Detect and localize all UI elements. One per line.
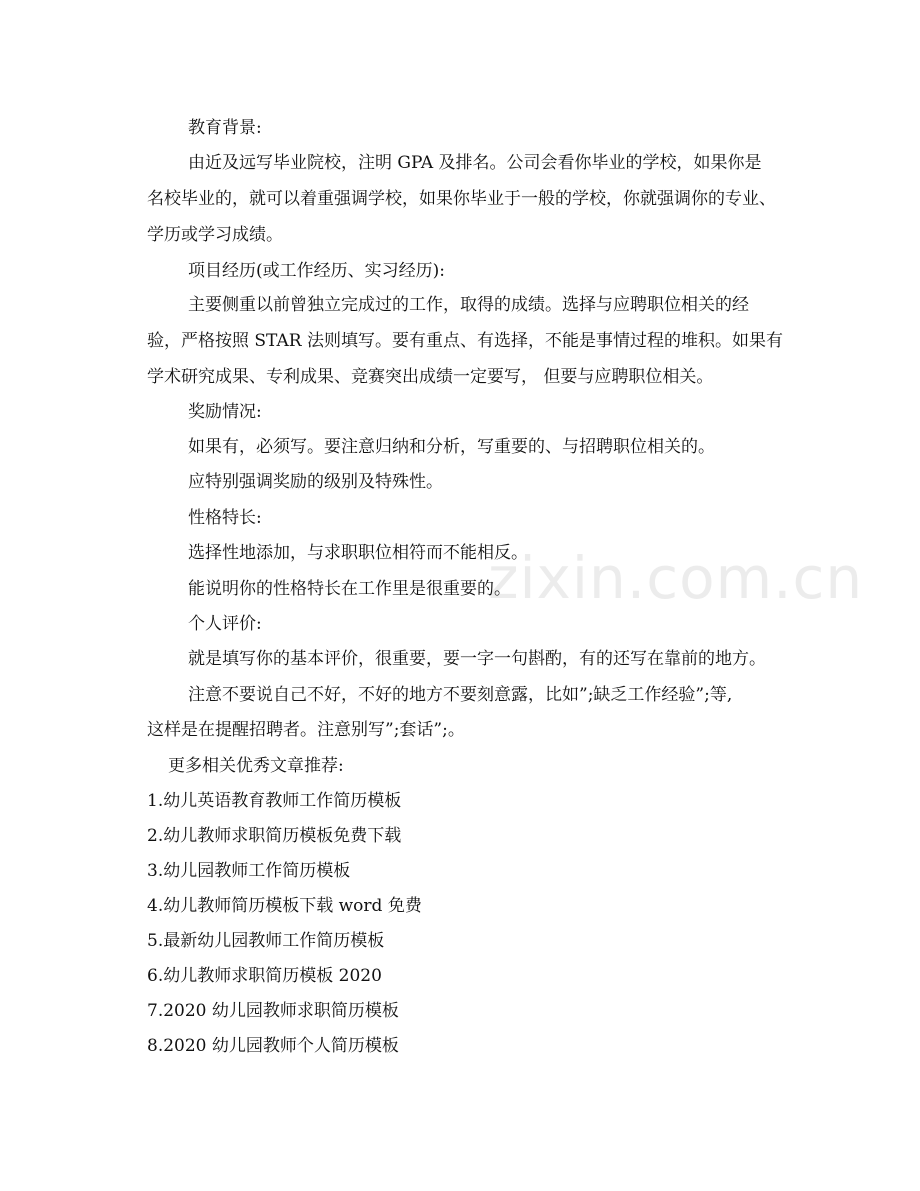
awards-paragraph-line: 如果有，必须写。要注意归纳和分析，写重要的、与招聘职位相关的。 (188, 437, 715, 457)
awards-heading: 奖励情况: (188, 402, 262, 422)
evaluation-paragraph-line: 就是填写你的基本评价，很重要，要一字一句斟酌，有的还写在靠前的地方。 (188, 649, 766, 669)
project-heading: 项目经历(或工作经历、实习经历): (188, 261, 445, 281)
related-article-link[interactable]: 7.2020 幼儿园教师求职简历模板 (147, 1001, 399, 1021)
related-article-link[interactable]: 6.幼儿教师求职简历模板 2020 (147, 966, 382, 986)
evaluation-heading: 个人评价: (188, 614, 262, 634)
personality-paragraph-line: 能说明你的性格特长在工作里是很重要的。 (188, 579, 511, 599)
education-paragraph-line: 由近及远写毕业院校，注明 GPA 及排名。公司会看你毕业的学校，如果你是 (188, 153, 762, 173)
education-heading: 教育背景: (188, 118, 262, 138)
watermark: zixin.com.cn (488, 544, 864, 612)
related-article-link[interactable]: 1.幼儿英语教育教师工作简历模板 (147, 791, 402, 811)
evaluation-paragraph-line: 这样是在提醒招聘者。注意别写”;套话”;。 (147, 720, 465, 740)
related-article-link[interactable]: 2.幼儿教师求职简历模板免费下载 (147, 826, 402, 846)
awards-paragraph-line: 应特别强调奖励的级别及特殊性。 (188, 472, 443, 492)
related-article-link[interactable]: 8.2020 幼儿园教师个人简历模板 (147, 1036, 399, 1056)
related-article-link[interactable]: 3.幼儿园教师工作简历模板 (147, 861, 351, 881)
personality-heading: 性格特长: (188, 508, 262, 528)
evaluation-paragraph-line: 注意不要说自己不好，不好的地方不要刻意露，比如”;缺乏工作经验”;等, (188, 685, 733, 705)
related-articles-heading: 更多相关优秀文章推荐: (168, 756, 344, 776)
education-paragraph-line: 名校毕业的，就可以着重强调学校，如果你毕业于一般的学校，你就强调你的专业、 (147, 189, 776, 209)
personality-paragraph-line: 选择性地添加，与求职职位相符而不能相反。 (188, 543, 528, 563)
education-paragraph-line: 学历或学习成绩。 (147, 225, 283, 245)
related-article-link[interactable]: 5.最新幼儿园教师工作简历模板 (147, 931, 385, 951)
related-article-link[interactable]: 4.幼儿教师简历模板下载 word 免费 (147, 896, 422, 916)
project-paragraph-line: 学术研究成果、专利成果、竞赛突出成绩一定要写， 但要与应聘职位相关。 (147, 367, 714, 387)
project-paragraph-line: 验，严格按照 STAR 法则填写。要有重点、有选择，不能是事情过程的堆积。如果有 (147, 331, 783, 351)
project-paragraph-line: 主要侧重以前曾独立完成过的工作，取得的成绩。选择与应聘职位相关的经 (188, 295, 749, 315)
